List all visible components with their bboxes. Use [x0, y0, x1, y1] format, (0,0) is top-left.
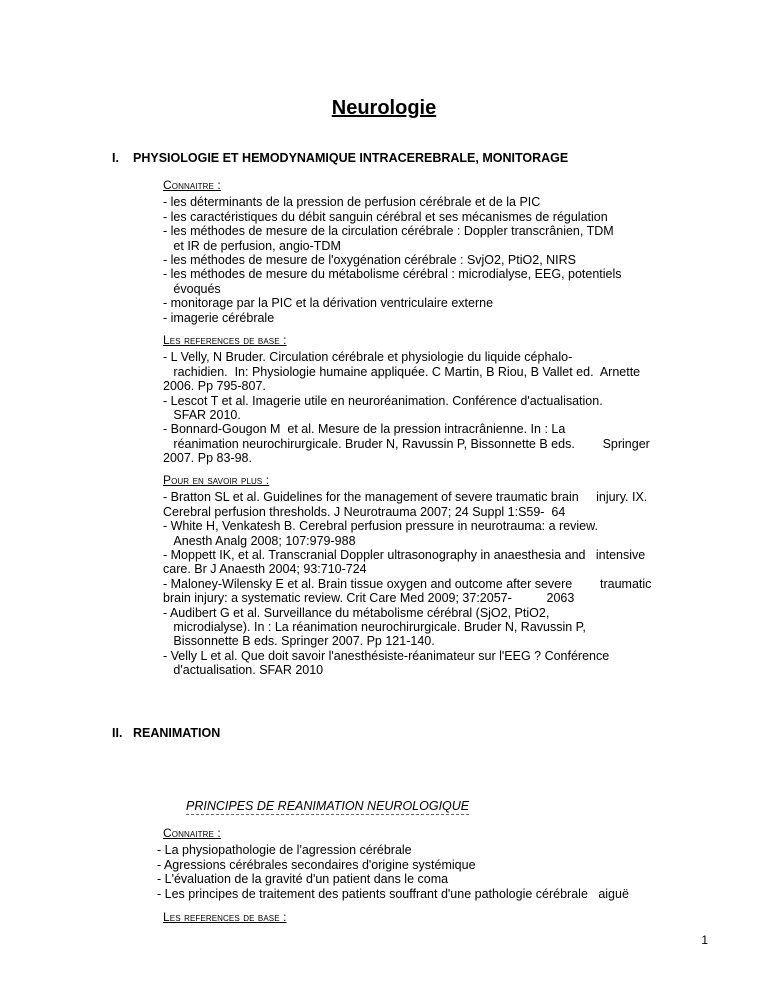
- reference-line: - Audibert G et al. Surveillance du métabolisme cérébral (SjO2, PtiO2,: [163, 605, 550, 620]
- list-item: - imagerie cérébrale: [163, 310, 275, 325]
- section-2-subheading: PRINCIPES DE REANIMATION NEUROLOGIQUE: [186, 799, 470, 813]
- reference-line: 2006. Pp 795-807.: [163, 379, 266, 394]
- plus-list: [163, 490, 703, 677]
- section-1-number: I.: [112, 151, 119, 165]
- section-1-references: [163, 333, 703, 466]
- reference-line: microdialyse). In : La réanimation neurochirurgicale. Bruder N, Ravussin P,: [163, 620, 586, 635]
- section-2-number: II.: [112, 726, 123, 740]
- reference-line: - Bonnard-Gougon M et al. Mesure de la pression intracrânienne. In : La: [163, 422, 566, 437]
- list-item: - Agressions cérébrales secondaires d'origine systémique: [157, 857, 476, 872]
- references-list: [163, 350, 703, 465]
- list-item: - La physiopathologie de l'agression cérébrale: [157, 843, 412, 858]
- reference-line: rachidien. In: Physiologie humaine appliquée. C Martin, B Riou, B Vallet ed. Arnette: [163, 364, 641, 379]
- list-item: - les déterminants de la pression de perfusion cérébrale et de la PIC: [163, 195, 541, 210]
- list-item: - L'évaluation de la gravité d'un patient dans le coma: [157, 872, 449, 887]
- section-1-connaitre: [163, 178, 703, 325]
- reference-line: - Velly L et al. Que doit savoir l'anesthésiste-réanimateur sur l'EEG ? Conférence: [163, 648, 610, 663]
- connaitre-label: Connaitre :: [163, 178, 221, 192]
- reference-line: réanimation neurochirurgicale. Bruder N, Ravussin P, Bissonnette B eds. Springer: [163, 436, 650, 451]
- reference-line: - White H, Venkatesh B. Cerebral perfusion pressure in neurotrauma: a review.: [163, 519, 598, 534]
- list-item: - les méthodes de mesure de la circulation cérébrale : Doppler transcrânien, TDM: [163, 224, 614, 239]
- reference-line: Cerebral perfusion thresholds. J Neurotrauma 2007; 24 Suppl 1:S59- 64: [163, 504, 566, 519]
- reference-line: - Maloney-Wilensky E et al. Brain tissue oxygen and outcome after severe traumatic: [163, 576, 652, 591]
- page-title: Neurologie: [331, 97, 437, 119]
- page-number: 1: [701, 933, 708, 947]
- reference-line: brain injury: a systematic review. Crit Care Med 2009; 37:2057- 2063: [163, 591, 575, 606]
- list-item: évoqués: [163, 281, 221, 296]
- references-label-2: Les references de base :: [163, 910, 287, 924]
- reference-line: - Moppett IK, et al. Transcranial Doppler ultrasonography in anaesthesia and intensive: [163, 548, 646, 563]
- section-2-references: [163, 910, 703, 927]
- list-item: - les méthodes de mesure de l'oxygénation cérébrale : SvjO2, PtiO2, NIRS: [163, 253, 577, 268]
- list-item: - monitorage par la PIC et la dérivation ventriculaire externe: [163, 296, 494, 311]
- list-item: et IR de perfusion, angio-TDM: [163, 238, 341, 253]
- section-1-heading: [112, 151, 568, 165]
- reference-line: SFAR 2010.: [163, 408, 241, 423]
- section-1-plus: [163, 473, 703, 678]
- references-label: Les references de base :: [163, 333, 287, 347]
- list-item: - les caractéristiques du débit sanguin cérébral et ses mécanismes de régulation: [163, 209, 608, 224]
- reference-line: d'actualisation. SFAR 2010: [163, 663, 324, 678]
- connaitre-list: [163, 195, 703, 325]
- reference-line: care. Br J Anaesth 2004; 93:710-724: [163, 562, 367, 577]
- reference-line: Anesth Analg 2008; 107:979-988: [163, 533, 356, 548]
- reference-line: - Lescot T et al. Imagerie utile en neuroréanimation. Conférence d'actualisation.: [163, 393, 603, 408]
- section-1-title: PHYSIOLOGIE ET HEMODYNAMIQUE INTRACEREBRALE, MONITORAGE: [133, 151, 569, 165]
- section-2-title: REANIMATION: [133, 726, 221, 740]
- section-2-connaitre: [157, 826, 697, 901]
- reference-line: - L Velly, N Bruder. Circulation cérébrale et physiologie du liquide céphalo-: [163, 350, 573, 365]
- list-item: - Les principes de traitement des patients souffrant d'une pathologie cérébrale aiguë: [157, 886, 629, 901]
- list-item: - les méthodes de mesure du métabolisme cérébral : microdialyse, EEG, potentiels: [163, 267, 622, 282]
- reference-line: - Bratton SL et al. Guidelines for the management of severe traumatic brain injury. IX.: [163, 490, 648, 505]
- reference-line: Bissonnette B eds. Springer 2007. Pp 121-140.: [163, 634, 435, 649]
- section-2-heading: [112, 726, 220, 740]
- connaitre-label-2: Connaitre :: [163, 826, 221, 840]
- plus-label: Pour en savoir plus :: [163, 473, 270, 487]
- reference-line: 2007. Pp 83-98.: [163, 451, 252, 466]
- connaitre-list-2: [157, 843, 697, 901]
